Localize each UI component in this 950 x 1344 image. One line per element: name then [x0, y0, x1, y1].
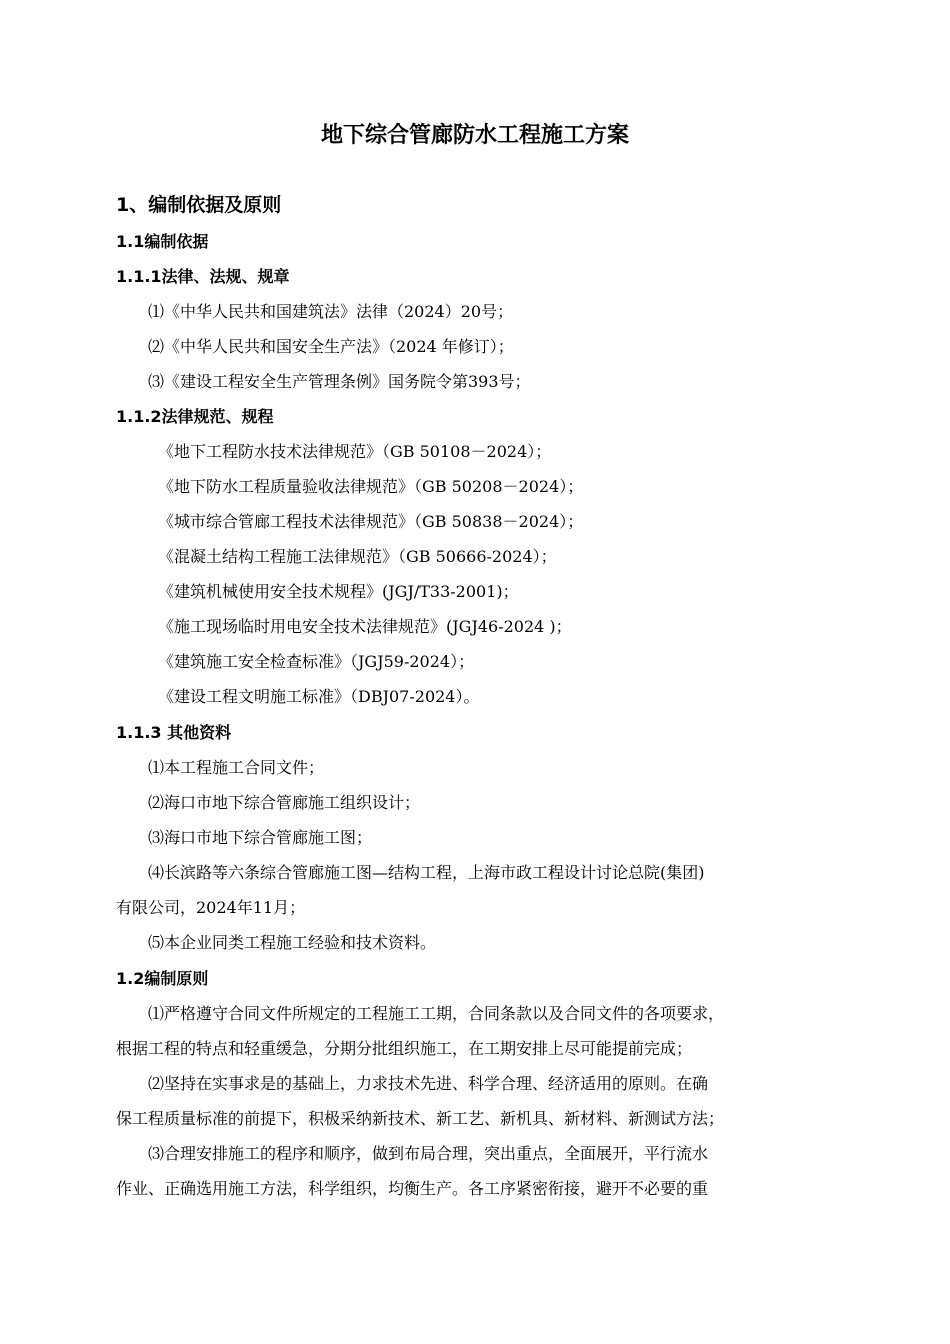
list-item: 《建筑机械使用安全技术规程》(JGJ/T33-2001)；	[158, 582, 519, 601]
paragraph-line: 根据工程的特点和轻重缓急，分期分批组织施工，在工期安排上尽可能提前完成；	[116, 1039, 693, 1058]
list-item: ⑵海口市地下综合管廊施工组织设计；	[148, 793, 421, 812]
section-1-heading: 1、编制依据及原则	[116, 194, 282, 216]
section-1-1-3-heading: 1.1.3 其他资料	[116, 723, 232, 742]
paragraph-line: ⑶合理安排施工的程序和顺序，做到布局合理，突出重点，全面展开，平行流水	[148, 1144, 709, 1163]
list-item: ⑶海口市地下综合管廊施工图；	[148, 828, 373, 847]
section-1-1-heading: 1.1编制依据	[116, 232, 209, 251]
list-item: 《施工现场临时用电安全技术法律规范》(JGJ46-2024 )；	[158, 617, 572, 636]
list-item: 《地下工程防水技术法律规范》（GB 50108－2024）；	[158, 442, 552, 461]
list-item: ⑴本工程施工合同文件；	[148, 758, 325, 777]
list-item: 《地下防水工程质量验收法律规范》（GB 50208－2024）；	[158, 477, 584, 496]
list-item: 《混凝土结构工程施工法律规范》（GB 50666-2024）；	[158, 547, 557, 566]
list-item: 《城市综合管廊工程技术法律规范》（GB 50838－2024）；	[158, 512, 584, 531]
section-1-1-1-heading: 1.1.1法律、法规、规章	[116, 267, 290, 286]
document-title: 地下综合管廊防水工程施工方案	[320, 123, 629, 148]
paragraph-line: 保工程质量标准的前提下，积极采纳新技术、新工艺、新机具、新材料、新测试方法；	[116, 1109, 725, 1128]
list-item: ⑷长滨路等六条综合管廊施工图—结构工程，上海市政工程设计讨论总院(集团)	[148, 863, 705, 882]
paragraph-line: ⑵坚持在实事求是的基础上，力求技术先进、科学合理、经济适用的原则。在确	[148, 1074, 709, 1093]
list-item: ⑴《中华人民共和国建筑法》法律（2024）20号；	[148, 302, 514, 321]
list-item: 《建筑施工安全检查标准》（JGJ59-2024）；	[158, 652, 475, 671]
section-1-1-2-heading: 1.1.2法律规范、规程	[116, 407, 274, 426]
list-item: 《建设工程文明施工标准》（DBJ07-2024）。	[158, 687, 480, 706]
paragraph-line: ⑴严格遵守合同文件所规定的工程施工工期，合同条款以及合同文件的各项要求，	[148, 1004, 725, 1023]
section-1-2-heading: 1.2编制原则	[116, 969, 209, 988]
list-item: ⑵《中华人民共和国安全生产法》（2024 年修订）；	[148, 337, 514, 356]
list-item-continuation: 有限公司，2024年11月；	[116, 898, 306, 917]
list-item: ⑸本企业同类工程施工经验和技术资料。	[148, 933, 437, 952]
list-item: ⑶《建设工程安全生产管理条例》国务院令第393号；	[148, 372, 531, 391]
paragraph-line: 作业、正确选用施工方法，科学组织，均衡生产。各工序紧密衔接，避开不必要的重	[116, 1179, 709, 1198]
